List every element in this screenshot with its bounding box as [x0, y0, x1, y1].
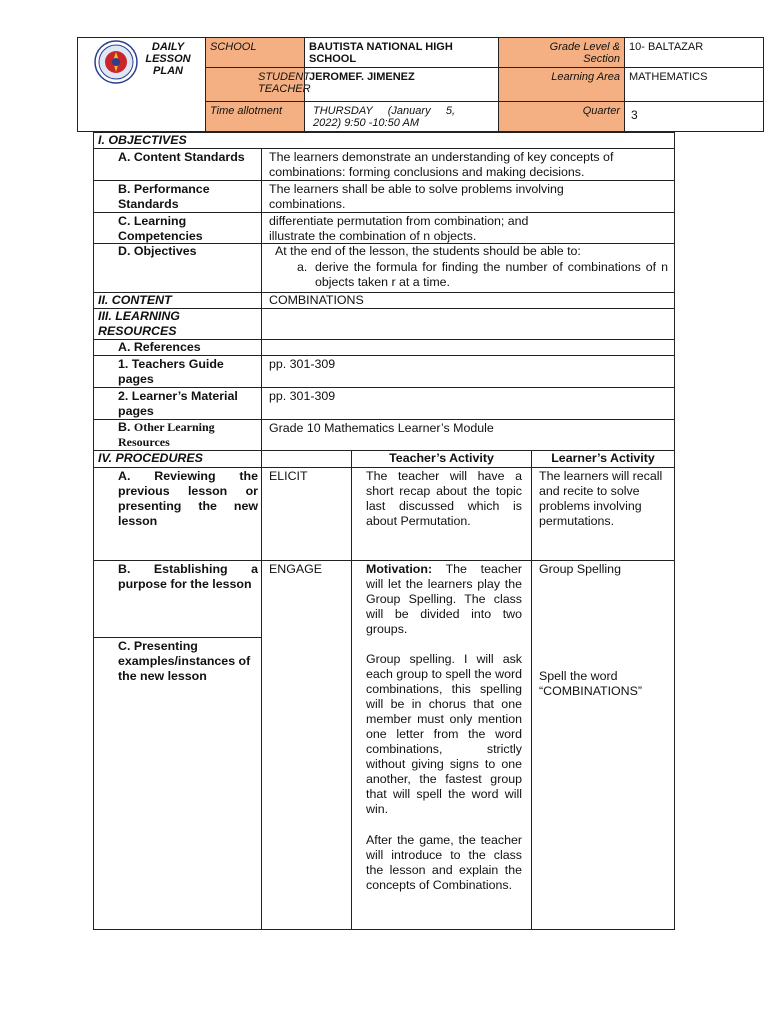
performance-standards-text: The learners shall be able to solve problems involving combinations.: [269, 182, 564, 211]
procedure-c-learner: Spell the word “COMBINATIONS”: [539, 669, 643, 698]
content-heading: II. CONTENT: [98, 293, 172, 307]
learners-material-value: pp. 301-309: [269, 389, 336, 403]
learner-activity-header: Learner’s Activity: [551, 451, 655, 465]
resources-heading: III. LEARNING RESOURCES: [98, 309, 180, 338]
time-label: Time allotment: [205, 101, 305, 132]
performance-standards-label: B. Performance Standards: [118, 182, 210, 211]
procedure-b-phase: ENGAGE: [269, 562, 323, 576]
learning-competencies-label: C. Learning Competencies: [118, 214, 203, 243]
procedure-c-label: C. Presenting examples/instances of the new lesson: [118, 639, 251, 683]
school-value: BAUTISTA NATIONAL HIGH SCHOOL: [304, 37, 499, 68]
content-standards-label: A. Content Standards: [118, 150, 245, 164]
objectives-label: D. Objectives: [118, 244, 197, 258]
procedure-a-label: A. Reviewing the previous lesson or presenting the new lesson: [118, 469, 258, 528]
teachers-guide-value: pp. 301-309: [269, 357, 336, 371]
content-value: COMBINATIONS: [269, 293, 364, 307]
other-resources-value: Grade 10 Mathematics Learner’s Module: [269, 421, 494, 435]
content-standards-text: The learners demonstrate an understanding of key concepts of combinations: forming conclusions and making decisions.: [269, 150, 614, 179]
area-value: MATHEMATICS: [624, 67, 764, 102]
dlp-title: DAILY LESSON PLAN: [145, 41, 191, 77]
school-label: SCHOOL: [205, 37, 305, 68]
time-value: THURSDAY (January 5, 2022) 9:50 -10:50 AM: [304, 101, 499, 132]
grade-value: 10- BALTAZAR: [624, 37, 764, 68]
grade-label: Grade Level & Section: [498, 37, 625, 68]
procedure-b-learner: Group Spelling: [539, 562, 621, 576]
teachers-guide-label: 1. Teachers Guide pages: [118, 357, 224, 386]
objectives-heading: I. OBJECTIVES: [98, 133, 187, 147]
teacher-activity-header: Teacher’s Activity: [389, 451, 494, 465]
deped-seal-icon: [94, 40, 138, 84]
objectives-text: At the end of the lesson, the students should be able to: a. derive the formula for finding the number of combinations of n objects taken r at a time.: [275, 244, 668, 289]
quarter-label: Quarter: [498, 101, 625, 132]
procedure-a-learner: The learners will recall and recite to solve problems involving permutations.: [539, 469, 663, 528]
other-resources-label: B. Other Learning Resources: [118, 420, 215, 449]
area-label: Learning Area: [498, 67, 625, 102]
teacher-label: STUDENT TEACHER: [205, 67, 305, 102]
procedure-a-phase: ELICIT: [269, 469, 308, 483]
procedures-heading: IV. PROCEDURES: [98, 451, 203, 465]
teacher-value: JEROMEF. JIMENEZ: [304, 67, 499, 102]
procedure-b-teacher: Motivation: The teacher will let the learners play the Group Spelling. The class will be divided into two groups. Group spelling. I will ask each group to spell the word combinations, this spelling will be in chorus that one member must only mention one letter from the word combinations, strictly without giving signs to one another, the fastest group that will spell the word will win. After the game, the teacher will introduce to the class the lesson and explain the concepts of Combinations.: [366, 562, 523, 892]
references-label: A. References: [118, 340, 201, 354]
learners-material-label: 2. Learner’s Material pages: [118, 389, 238, 418]
procedure-a-teacher: The teacher will have a short recap about the topic last discussed which is about Permutation.: [366, 469, 522, 528]
quarter-value: 3: [624, 101, 764, 132]
procedure-b-label: B. Establishing a purpose for the lesson: [118, 562, 258, 591]
learning-competencies-text: differentiate permutation from combination; and illustrate the combination of n objects.: [269, 214, 529, 243]
